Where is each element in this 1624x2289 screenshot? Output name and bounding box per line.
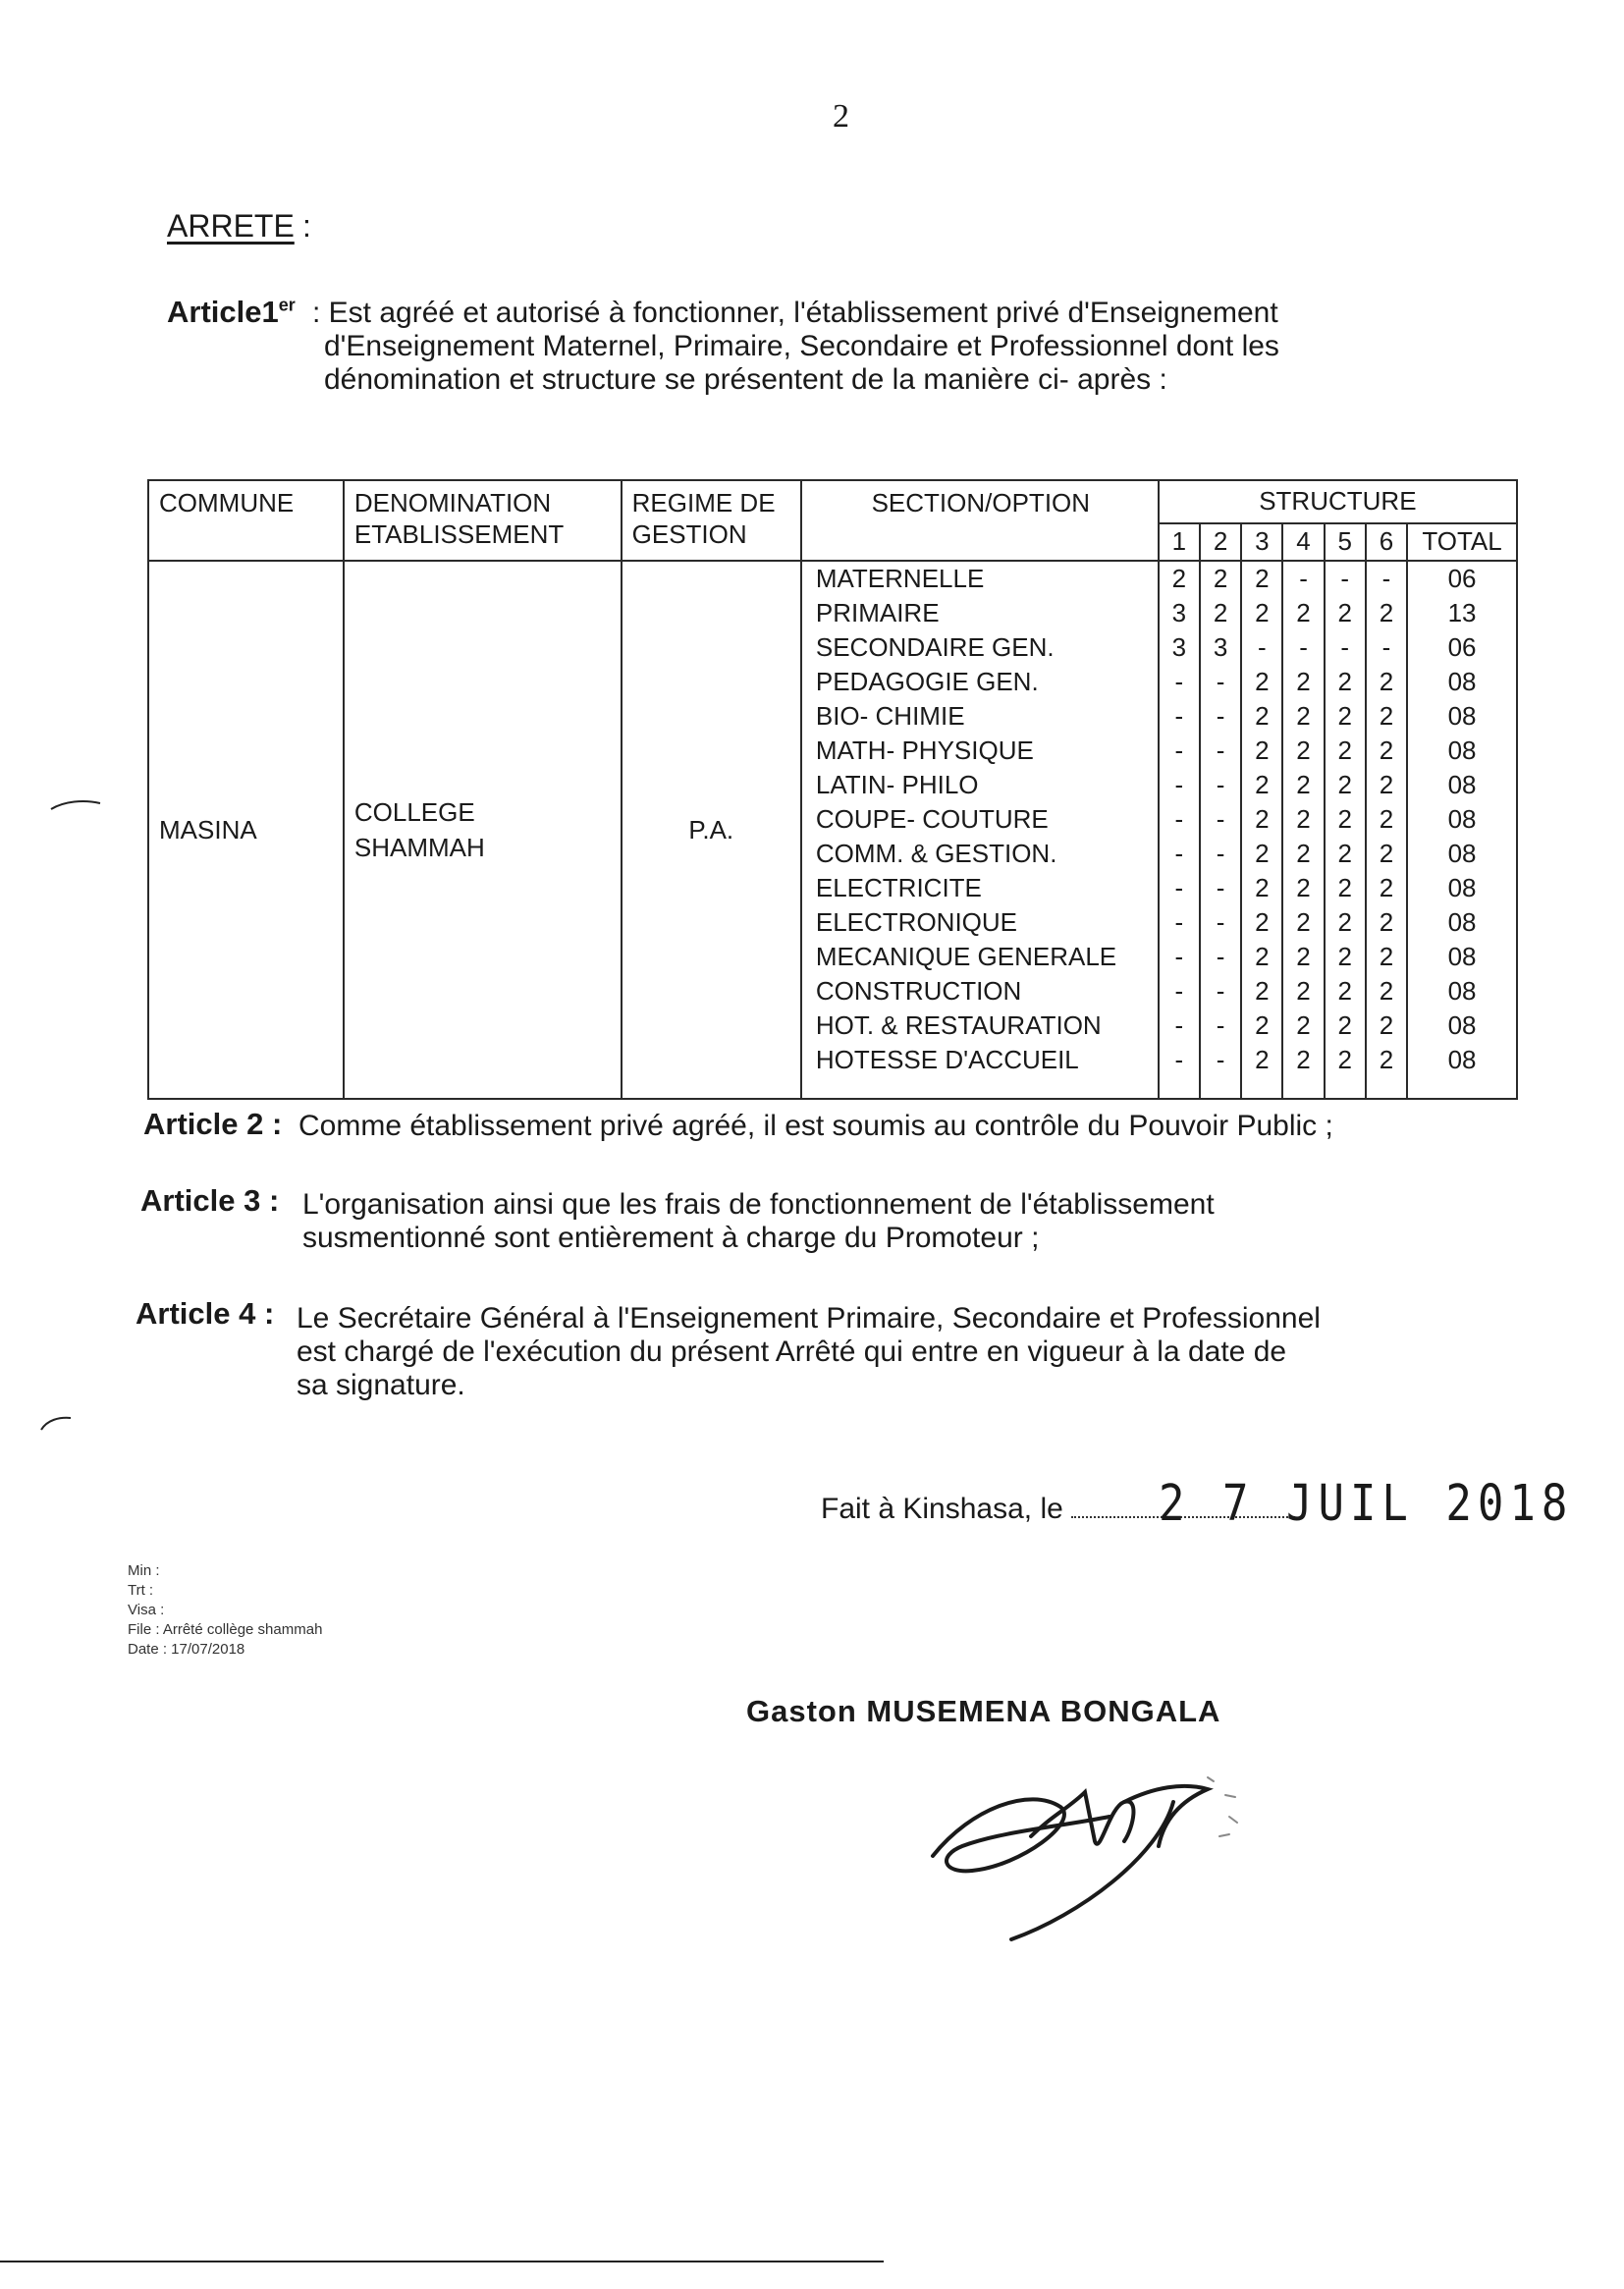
level-value: -: [1174, 839, 1184, 868]
header-denomination-line: ETABLISSEMENT: [353, 519, 565, 549]
header-level-4: 4: [1282, 523, 1324, 561]
option-label: ELECTRICITE: [815, 873, 982, 902]
decree-heading: ARRETE: [167, 208, 295, 244]
total-values: [1408, 562, 1516, 1077]
header-total: TOTAL: [1407, 523, 1517, 561]
option-label: MATERNELLE: [815, 564, 985, 593]
level-value: 2: [1337, 942, 1352, 971]
level-value: -: [1216, 667, 1225, 696]
date-stamp: 2 7 JUIL 2018: [1159, 1475, 1574, 1533]
level-value: -: [1174, 942, 1184, 971]
level-value: -: [1216, 1010, 1225, 1040]
level-value: 2: [1337, 907, 1352, 937]
level-value: -: [1174, 804, 1184, 834]
level-value: 2: [1337, 804, 1352, 834]
handwritten-signature: [913, 1748, 1306, 1949]
article-4-line: est chargé de l'exécution du présent Arrêté qui entre en vigueur à la date de: [297, 1335, 1287, 1368]
header-regime-line: REGIME DE: [631, 488, 776, 518]
total-value: 08: [1447, 701, 1477, 731]
option-label: BIO- CHIMIE: [815, 701, 965, 731]
level-value: -: [1174, 873, 1184, 902]
level-value: 2: [1255, 701, 1270, 731]
closing-place: Fait à Kinshasa, le: [821, 1493, 1063, 1525]
level-value: 2: [1337, 598, 1352, 627]
level-value: 2: [1337, 736, 1352, 765]
level-value: -: [1257, 632, 1267, 662]
level-value: 2: [1255, 942, 1270, 971]
signatory-name: Gaston MUSEMENA BONGALA: [746, 1694, 1221, 1728]
header-level-3: 3: [1241, 523, 1282, 561]
level-value: 2: [1379, 598, 1394, 627]
level-value: 2: [1337, 667, 1352, 696]
cell-etablissement: [344, 561, 622, 1099]
level-value: 2: [1337, 1010, 1352, 1040]
cell-level-5: [1325, 561, 1366, 1099]
article-1-line: : Est agréé et autorisé à fonctionner, l'établissement privé d'Enseignement: [312, 297, 1278, 329]
level-value: 2: [1255, 839, 1270, 868]
level-value: 2: [1379, 907, 1394, 937]
level-value: 2: [1255, 1010, 1270, 1040]
level-2-values: [1201, 562, 1240, 1077]
meta-trt: Trt :: [128, 1582, 154, 1599]
level-value: -: [1216, 736, 1225, 765]
total-value: 08: [1447, 942, 1477, 971]
level-value: 2: [1296, 736, 1311, 765]
level-value: 2: [1171, 564, 1187, 593]
total-value: 06: [1447, 564, 1477, 593]
article-1-line: dénomination et structure se présentent de la manière ci- après :: [324, 363, 1167, 396]
level-1-values: [1160, 562, 1199, 1077]
level-value: 2: [1296, 598, 1311, 627]
total-value: 08: [1447, 907, 1477, 937]
meta-min: Min :: [128, 1562, 160, 1579]
level-value: 2: [1337, 976, 1352, 1006]
meta-visa: Visa :: [128, 1602, 165, 1618]
level-value: 2: [1255, 736, 1270, 765]
level-value: 2: [1337, 701, 1352, 731]
level-value: 2: [1337, 770, 1352, 799]
level-value: 2: [1296, 839, 1311, 868]
scan-edge-line: [0, 2261, 884, 2262]
page-number: 2: [833, 98, 849, 135]
structure-table: [147, 479, 1518, 1100]
level-value: 2: [1337, 873, 1352, 902]
option-label: PRIMAIRE: [815, 598, 940, 627]
cell-commune: MASINA: [148, 561, 344, 1099]
margin-mark-icon: [39, 1414, 73, 1434]
option-list: [816, 562, 1158, 1077]
level-value: 2: [1255, 564, 1270, 593]
header-section-option: SECTION/OPTION: [801, 480, 1159, 561]
option-label: LATIN- PHILO: [815, 770, 979, 799]
level-value: -: [1174, 1010, 1184, 1040]
level-value: 2: [1255, 976, 1270, 1006]
level-value: 2: [1379, 873, 1394, 902]
header-commune: COMMUNE: [148, 480, 344, 561]
level-value: 2: [1213, 598, 1228, 627]
level-value: 2: [1379, 942, 1394, 971]
level-value: -: [1340, 564, 1350, 593]
signature-icon: [913, 1748, 1306, 1944]
article-1-label: [167, 295, 296, 330]
level-value: 2: [1379, 736, 1394, 765]
cell-etablissement-line: COLLEGE: [353, 797, 475, 827]
option-label: SECONDAIRE GEN.: [815, 632, 1055, 662]
article-3-line: susmentionné sont entièrement à charge du Promoteur ;: [302, 1222, 1040, 1254]
level-value: 2: [1296, 1045, 1311, 1074]
level-value: 2: [1296, 701, 1311, 731]
level-5-values: [1326, 562, 1365, 1077]
cell-etablissement-line: SHAMMAH: [353, 833, 485, 862]
total-value: 13: [1447, 598, 1477, 627]
level-value: -: [1216, 804, 1225, 834]
article-3-line: L'organisation ainsi que les frais de fonctionnement de l'établissement: [302, 1188, 1215, 1221]
option-label: COMM. & GESTION.: [815, 839, 1057, 868]
meta-file: File : Arrêté collège shammah: [128, 1621, 323, 1638]
header-level-2: 2: [1200, 523, 1241, 561]
article-2-label: Article 2 :: [143, 1107, 283, 1141]
article-2-line: Comme établissement privé agréé, il est soumis au contrôle du Pouvoir Public ;: [298, 1110, 1333, 1142]
header-denomination: [344, 480, 622, 561]
header-level-6: 6: [1366, 523, 1407, 561]
total-value: 08: [1447, 873, 1477, 902]
total-value: 08: [1447, 804, 1477, 834]
level-value: 2: [1337, 1045, 1352, 1074]
level-3-values: [1242, 562, 1281, 1077]
level-value: 2: [1296, 873, 1311, 902]
level-value: 2: [1337, 839, 1352, 868]
meta-date: Date : 17/07/2018: [128, 1641, 245, 1658]
option-label: PEDAGOGIE GEN.: [815, 667, 1039, 696]
cell-level-3: [1241, 561, 1282, 1099]
option-label: CONSTRUCTION: [815, 976, 1022, 1006]
article-1-text: [312, 297, 1279, 397]
level-value: 3: [1213, 632, 1228, 662]
level-value: 2: [1296, 770, 1311, 799]
level-value: 2: [1296, 804, 1311, 834]
header-structure: STRUCTURE: [1159, 480, 1517, 523]
level-value: -: [1216, 770, 1225, 799]
level-value: 2: [1296, 907, 1311, 937]
level-value: 2: [1296, 942, 1311, 971]
level-value: -: [1216, 701, 1225, 731]
article-3-text: [302, 1188, 1215, 1255]
decree-heading-colon: :: [302, 208, 311, 244]
header-level-5: 5: [1325, 523, 1366, 561]
option-label: COUPE- COUTURE: [815, 804, 1049, 834]
level-value: 2: [1255, 907, 1270, 937]
level-6-values: [1367, 562, 1406, 1077]
total-value: 08: [1447, 1045, 1477, 1074]
level-value: -: [1216, 1045, 1225, 1074]
level-value: 2: [1379, 976, 1394, 1006]
level-4-values: [1283, 562, 1323, 1077]
header-level-1: 1: [1159, 523, 1200, 561]
level-value: -: [1340, 632, 1350, 662]
level-value: 2: [1255, 873, 1270, 902]
option-label: HOTESSE D'ACCUEIL: [815, 1045, 1079, 1074]
article-3-label: Article 3 :: [140, 1183, 280, 1218]
level-value: -: [1174, 770, 1184, 799]
option-label: MATH- PHYSIQUE: [815, 736, 1034, 765]
level-value: -: [1216, 942, 1225, 971]
article-1-superscript: er: [278, 295, 296, 315]
article-4-label: Article 4 :: [135, 1296, 275, 1331]
cell-level-2: [1200, 561, 1241, 1099]
header-denomination-line: DENOMINATION: [353, 488, 552, 518]
article-2-text: [298, 1110, 1333, 1143]
header-regime-line: GESTION: [631, 519, 747, 549]
level-value: -: [1216, 839, 1225, 868]
level-value: 2: [1379, 770, 1394, 799]
level-value: -: [1216, 976, 1225, 1006]
article-4-line: sa signature.: [297, 1369, 465, 1401]
header-regime: [622, 480, 801, 561]
cell-options: [801, 561, 1159, 1099]
option-label: ELECTRONIQUE: [815, 907, 1018, 937]
level-value: -: [1381, 564, 1391, 593]
total-value: 08: [1447, 976, 1477, 1006]
level-value: 2: [1255, 804, 1270, 834]
cell-regime: P.A.: [622, 561, 801, 1099]
margin-mark-icon: [49, 797, 102, 813]
level-value: -: [1216, 873, 1225, 902]
level-value: 2: [1379, 701, 1394, 731]
article-4-text: [297, 1302, 1321, 1402]
total-value: 06: [1447, 632, 1477, 662]
level-value: -: [1174, 1045, 1184, 1074]
option-label: HOT. & RESTAURATION: [815, 1010, 1102, 1040]
level-value: -: [1299, 564, 1308, 593]
filing-metadata: [128, 1561, 322, 1660]
level-value: 2: [1255, 770, 1270, 799]
level-value: 2: [1296, 667, 1311, 696]
level-value: -: [1299, 632, 1308, 662]
table-body-row: [148, 561, 1517, 1099]
level-value: 2: [1255, 598, 1270, 627]
level-value: 3: [1171, 632, 1187, 662]
article-4-line: Le Secrétaire Général à l'Enseignement Primaire, Secondaire et Professionnel: [297, 1302, 1321, 1335]
level-value: 2: [1379, 667, 1394, 696]
level-value: -: [1381, 632, 1391, 662]
total-value: 08: [1447, 736, 1477, 765]
level-value: -: [1174, 701, 1184, 731]
option-label: MECANIQUE GENERALE: [815, 942, 1117, 971]
total-value: 08: [1447, 839, 1477, 868]
level-value: 3: [1171, 598, 1187, 627]
total-value: 08: [1447, 667, 1477, 696]
cell-level-6: [1366, 561, 1407, 1099]
level-value: -: [1174, 976, 1184, 1006]
level-value: -: [1174, 736, 1184, 765]
total-value: 08: [1447, 1010, 1477, 1040]
level-value: 2: [1255, 667, 1270, 696]
cell-level-1: [1159, 561, 1200, 1099]
level-value: 2: [1213, 564, 1228, 593]
table-header-row: [148, 480, 1517, 523]
cell-level-4: [1282, 561, 1324, 1099]
level-value: 2: [1379, 1010, 1394, 1040]
total-value: 08: [1447, 770, 1477, 799]
level-value: 2: [1379, 804, 1394, 834]
level-value: 2: [1296, 976, 1311, 1006]
article-1-line: d'Enseignement Maternel, Primaire, Secondaire et Professionnel dont les: [324, 330, 1279, 362]
level-value: -: [1216, 907, 1225, 937]
cell-total: [1407, 561, 1517, 1099]
level-value: -: [1174, 907, 1184, 937]
level-value: 2: [1255, 1045, 1270, 1074]
level-value: 2: [1379, 1045, 1394, 1074]
article-1-label-text: Article1: [167, 295, 279, 329]
level-value: 2: [1296, 1010, 1311, 1040]
level-value: 2: [1379, 839, 1394, 868]
level-value: -: [1174, 667, 1184, 696]
